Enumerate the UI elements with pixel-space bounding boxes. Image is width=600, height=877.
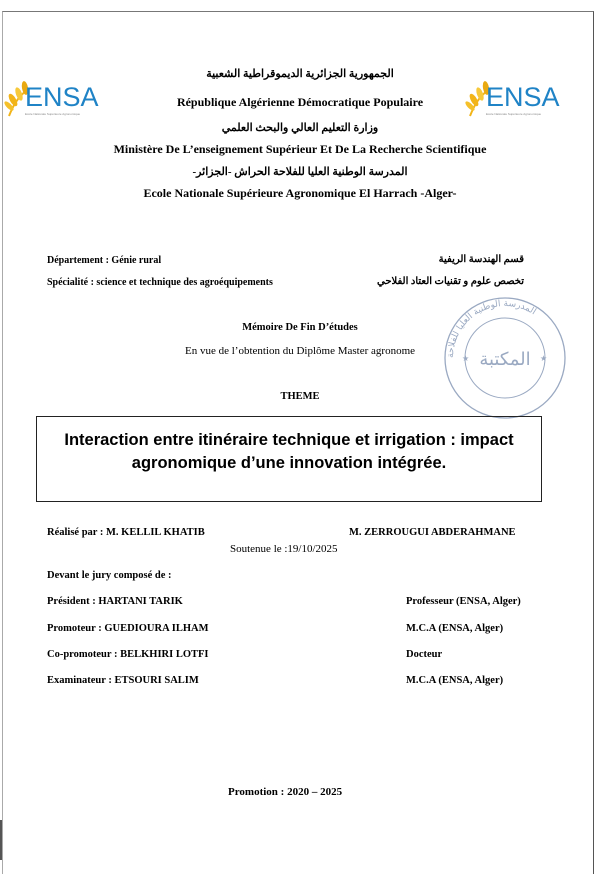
jury-heading: Devant le jury composé de : [47, 570, 172, 581]
stamp-center-text: المكتبة [479, 349, 531, 370]
school-arabic: المدرسة الوطنية العليا للفلاحة الحراش -الجزائر- [192, 166, 408, 178]
republic-arabic: الجمهورية الجزائرية الديموقراطية الشعبية [206, 68, 394, 80]
jury-member-title: Professeur (ENSA, Alger) [406, 596, 521, 607]
department-arabic: قسم الهندسة الريفية [438, 254, 524, 265]
specialty-arabic: تخصص علوم و تقنيات العتاد الفلاحي [377, 276, 524, 287]
jury-member-title: M.C.A (ENSA, Alger) [406, 623, 504, 634]
stamp-ring-text: المدرسة الوطنية العليا للفلاحة [445, 298, 538, 359]
thesis-title-box [36, 416, 542, 502]
thesis-purpose: En vue de l’obtention du Diplôme Master agronome [184, 345, 416, 357]
authors-second: M. ZERROUGUI ABDERAHMANE [349, 527, 516, 538]
thesis-title: Interaction entre itinéraire technique et irrigation : impact agronomique d’une innovation intégrée. [64, 431, 514, 472]
theme-label: THEME [280, 391, 320, 402]
logo-text: ENSA [486, 82, 560, 112]
jury-member-role: Examinateur : ETSOURI SALIM [47, 675, 199, 686]
jury-member-title: Docteur [406, 649, 443, 660]
authors-first: Réalisé par : M. KELLIL KHATIB [47, 527, 205, 538]
logo-tagline: Ecole Nationale Supérieure Agronomique [25, 112, 81, 116]
ministry-french: Ministère De L’enseignement Supérieur Et De La Recherche Scientifique [113, 142, 487, 156]
department-french: Département : Génie rural [47, 255, 162, 266]
specialty-french: Spécialité : science et technique des agroéquipements [47, 277, 273, 288]
jury-member-role: Promoteur : GUEDIOURA ILHAM [47, 623, 209, 634]
jury-member-role: Co-promoteur : BELKHIRI LOTFI [47, 649, 209, 660]
promotion: Promotion : 2020 – 2025 [228, 786, 343, 798]
library-stamp [440, 293, 570, 423]
thesis-type: Mémoire De Fin D’études [242, 322, 358, 333]
school-french: Ecole Nationale Supérieure Agronomique El Harrach -Alger- [143, 186, 457, 200]
defense-date: Soutenue le :19/10/2025 [230, 543, 338, 555]
logo-tagline: Ecole Nationale Supérieure Agronomique [486, 112, 542, 116]
ministry-arabic: وزارة التعليم العالي والبحث العلمي [221, 122, 379, 134]
jury-member-title: M.C.A (ENSA, Alger) [406, 675, 504, 686]
star-icon: ★ [540, 354, 548, 363]
jury-member-role: Président : HARTANI TARIK [47, 596, 183, 607]
star-icon: ★ [462, 354, 470, 363]
scan-edge-mark [0, 820, 2, 860]
logo-text: ENSA [25, 82, 99, 112]
republic-french: République Algérienne Démocratique Populaire [176, 95, 424, 109]
